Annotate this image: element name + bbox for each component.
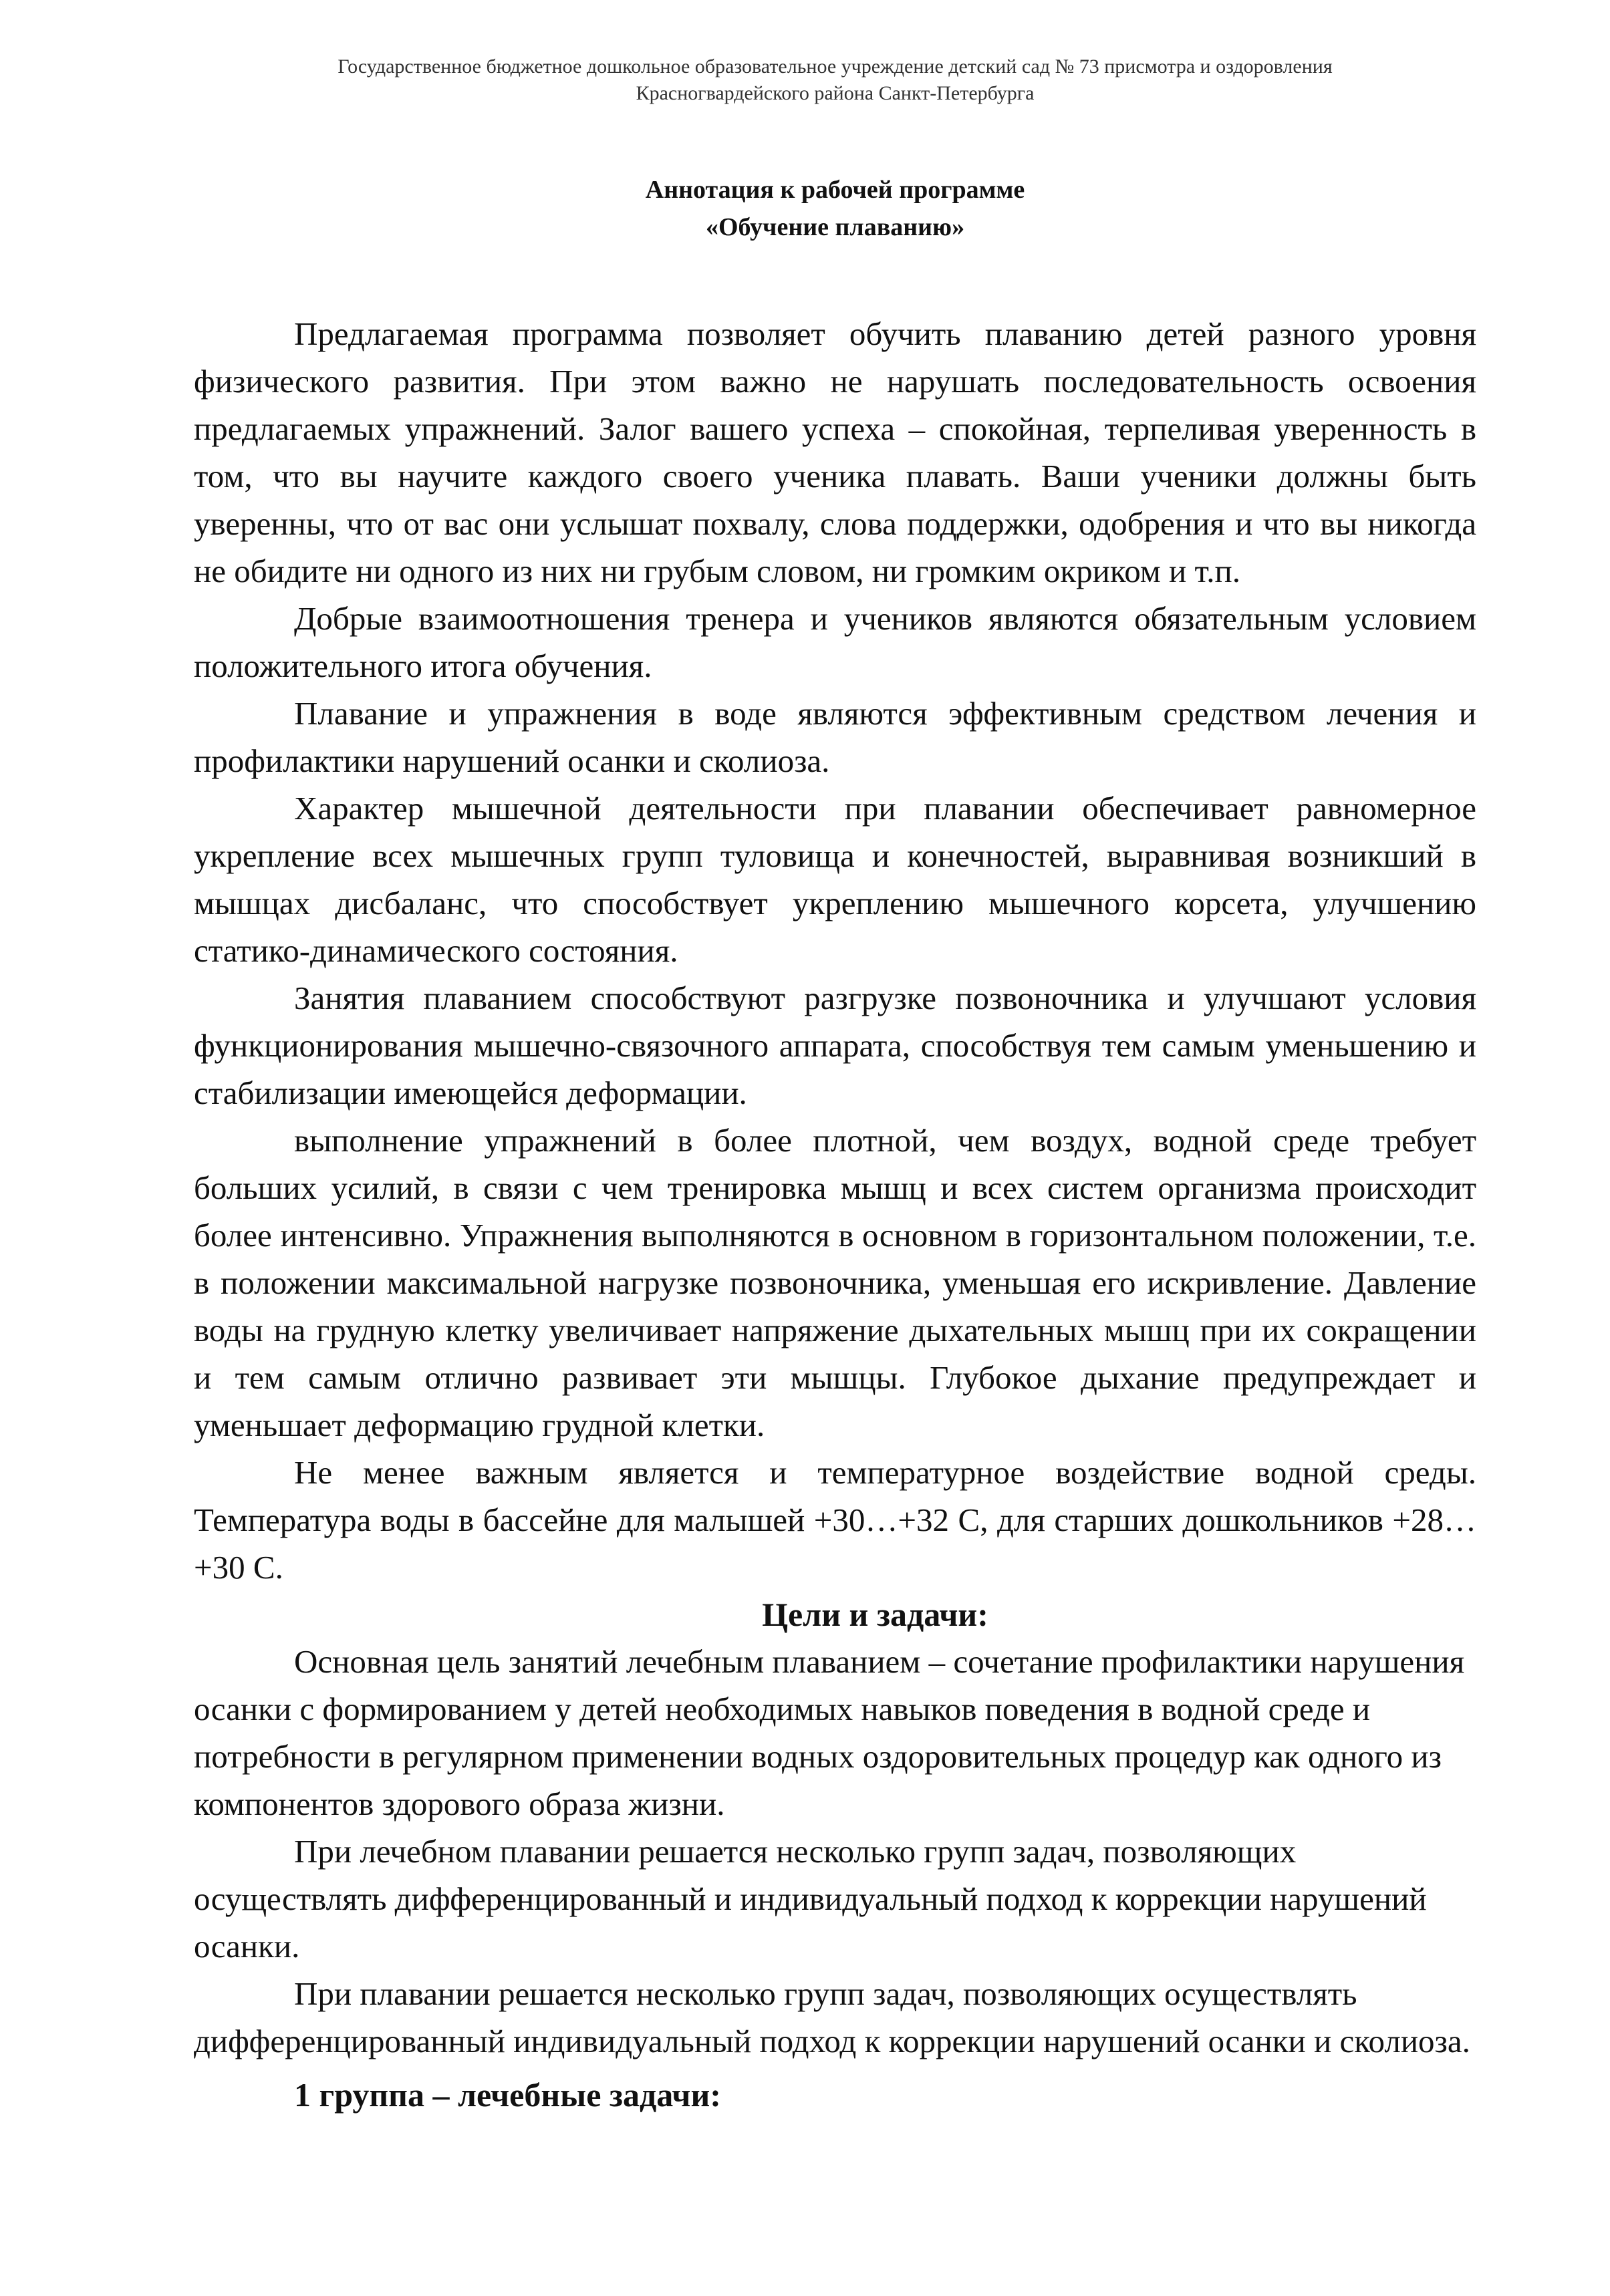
header-line-1: Государственное бюджетное дошкольное образовательное учреждение детский сад № 73 присмотра и оздоровления (338, 55, 1333, 78)
goals-heading: Цели и задачи: (762, 1596, 988, 1633)
goals-paragraph-2: При лечебном плавании решается несколько групп задач, позволяющих осуществлять дифференцированный и индивидуальный подход к коррекции нарушений осанки. (194, 1833, 1427, 1965)
goals-paragraph-1: Основная цель занятий лечебным плаванием – сочетание профилактики нарушения осанки с формированием у детей необходимых навыков поведения в водной среде и потребности в регулярном применении водных оздоровительных процедур как одного из компонентов здорового образа жизни. (194, 1643, 1465, 1822)
header-line-2: Красногвардейского района Санкт-Петербурга (636, 82, 1035, 104)
paragraph-5: Занятия плаванием способствуют разгрузке позвоночника и улучшают условия функционирования мышечно-связочного аппарата, способствуя тем самым уменьшению и стабилизации имеющейся деформации. (194, 980, 1476, 1111)
group-1-heading: 1 группа – лечебные задачи: (294, 2076, 721, 2114)
paragraph-6: выполнение упражнений в более плотной, чем воздух, водной среде требует больших усилий, в связи с чем тренировка мышц и всех систем организма происходит более интенсивно. Упражнения выполняются в основном в горизонтальном положении, т.е. в положении максимальной нагрузке позвоночника, уменьшая его искривление. Давление воды на грудную клетку увеличивает напряжение дыхательных мышц при их сокращении и тем самым отлично развивает эти мышцы. Глубокое дыхание предупреждает и уменьшает деформацию грудной клетки. (194, 1122, 1476, 1443)
goals-paragraph-3: При плавании решается несколько групп задач, позволяющих осуществлять дифференцированный индивидуальный подход к коррекции нарушений осанки и сколиоза. (194, 1975, 1470, 2059)
paragraph-3: Плавание и упражнения в воде являются эффективным средством лечения и профилактики нарушений осанки и сколиоза. (194, 695, 1476, 779)
paragraph-7: Не менее важным является и температурное воздействие водной среды. Температура воды в бассейне для малышей +30…+32 С, для старших дошкольников +28…+30 С. (194, 1454, 1476, 1586)
paragraph-4: Характер мышечной деятельности при плавании обеспечивает равномерное укрепление всех мышечных групп туловища и конечностей, выравнивая возникший в мышцах дисбаланс, что способствует укреплению мышечного корсета, улучшению статико-динамического состояния. (194, 790, 1476, 969)
goals-section (194, 1638, 1476, 2065)
document-body (194, 310, 1476, 2118)
institution-header (167, 53, 1503, 107)
paragraph-2: Добрые взаимоотношения тренера и учеников являются обязательным условием положительного итога обучения. (194, 600, 1476, 684)
title-line-1: Аннотация к рабочей программе (645, 176, 1025, 204)
document-title (194, 171, 1476, 246)
paragraph-1: Предлагаемая программа позволяет обучить плаванию детей разного уровня физического развития. При этом важно не нарушать последовательность освоения предлагаемых упражнений. Залог вашего успеха – спокойная, терпеливая уверенность в том, что вы научите каждого своего ученика плавать. Ваши ученики должны быть уверенны, что от вас они услышат похвалу, слова поддержки, одобрения и что вы никогда не обидите ни одного из них ни грубым словом, ни громким окриком и т.п. (194, 315, 1476, 589)
title-line-2: «Обучение плаванию» (705, 213, 965, 241)
